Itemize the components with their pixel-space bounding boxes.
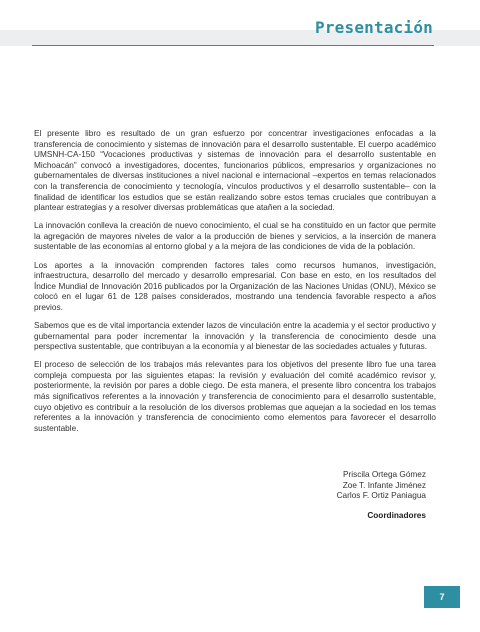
signature-block — [337, 470, 426, 521]
signatory-name: Carlos F. Ortiz Paniagua — [336, 491, 426, 501]
signatory-role: Coordinadores — [367, 510, 426, 520]
body-text — [34, 129, 436, 442]
signatory-name: Zoe T. Infante Jiménez — [342, 480, 426, 490]
signatory-name: Priscila Ortega Gómez — [343, 470, 426, 479]
paragraph: Sabemos que es de vital importancia extender lazos de vinculación entre la academia y el sector productivo y gubernamental para poder incrementar la innovación y la transferencia de conocimiento desde una perspectiva sustentable, que contribuyan a la economía y al bienestar de las sociedades actuales y futuras. — [34, 321, 436, 352]
paragraph: Los aportes a la innovación comprenden factores tales como recursos humanos, investigación, infraestructura, desarrollo del mercado y desarrollo empresarial. Con base en esto, en los resultados del Índice Mundial de Innovación 2016 publicados por la Organización de las Naciones Unidas (ONU), México se colocó en el lugar 61 de 128 países considerados, mostrando una tendencia favorable respecto a años previos. — [34, 260, 436, 312]
paragraph: El presente libro es resultado de un gran esfuerzo por concentrar investigaciones enfocadas a la transferencia de conocimiento y sistemas de innovación para el desarrollo sustentable. El cuerpo académico UMSNH-CA-150 “Vocaciones productivas y sistemas de innovación para el desarrollo sustentable en Michoacán” convocó a investigadores, docentes, funcionarios públicos, empresarios y organizaciones no gubernamentales de diversas instituciones a nivel nacional e internacional –expertos en temas relacionados con la transferencia de conocimiento y tecnología, vínculos productivos y el desarrollo sustentable– con la finalidad de identificar los estudios que se están realizando sobre estos temas cruciales que contribuyan a plantear estrategias y a resolver diversas problemáticas que ataňen a la sociedad. — [34, 129, 436, 213]
header-rule — [32, 45, 434, 46]
section-title: Presentación — [315, 18, 433, 37]
page-number: 7 — [424, 586, 460, 608]
paragraph: El proceso de selección de los trabajos más relevantes para los objetivos del presente libro fue una tarea compleja compuesta por las siguientes etapas: la revisión y evaluación del comité académico revisor y, posteriormente, la revisión por pares a doble ciego. De esta manera, el presente libro concentra los trabajos más significativos referentes a la innovación y transferencia de conocimiento para el desarrollo sustentable, cuyo objetivo es contribuir a la resolución de los diversos problemas que aquejan a la sociedad en los temas referentes a la innovación y transferencia de conocimiento como elementos para favorecer el desarrollo sustentable. — [34, 360, 436, 433]
paragraph: La innovación conlleva la creación de nuevo conocimiento, el cual se ha constituido en un factor que permite la agregación de mayores niveles de valor a la producción de bienes y servicios, a la inserción de manera sustentable de las economías al entorno global y a la mejora de las condiciones de vida de la población. — [34, 221, 436, 252]
